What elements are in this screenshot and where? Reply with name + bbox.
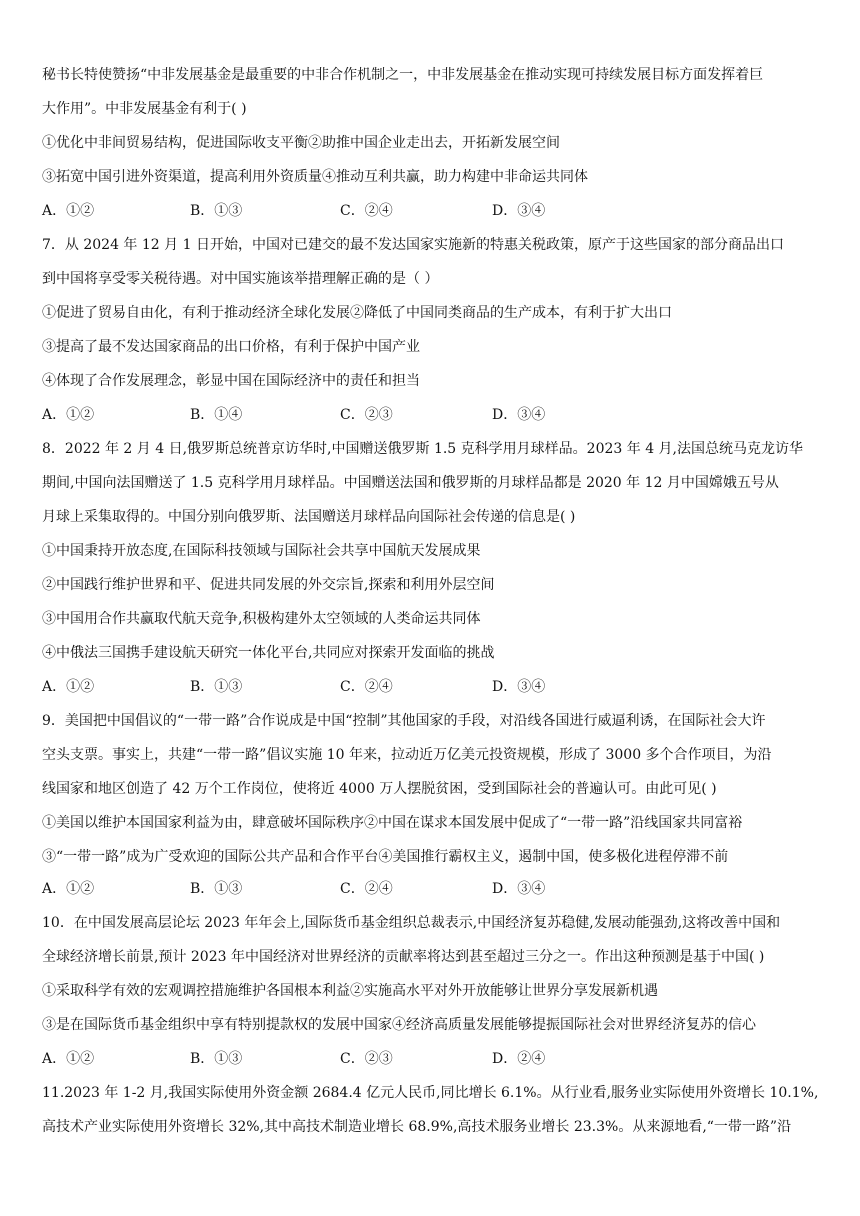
question-9-stem: 9．美国把中国倡议的“一带一路”合作说成是中国“控制”其他国家的手段，对沿线各国进行威逼利诱，在国际社会大许	[42, 713, 766, 729]
option-a: A．①②	[42, 407, 95, 423]
answer-options	[42, 878, 828, 900]
text-line: 线国家和地区创造了 42 万个工作岗位，使将近 4000 万人摆脱贫困，受到国际社会的普遍认可。由此可见( )	[42, 781, 717, 797]
option-d: D．③④	[492, 407, 546, 423]
answer-options	[42, 404, 828, 426]
option-c: C．②④	[340, 203, 393, 219]
option-b: B．①③	[190, 679, 243, 695]
text-line: 空头支票。事实上，共建“一带一路”倡议实施 10 年来，拉动近万亿美元投资规模，形成了 3000 多个合作项目，为沿	[42, 747, 772, 763]
text-line: 月球上采集取得的。中国分别向俄罗斯、法国赠送月球样品向国际社会传递的信息是( )	[42, 509, 576, 525]
option-a: A．①②	[42, 679, 95, 695]
option-b: B．①③	[190, 881, 243, 897]
question-11-stem: 11.2023 年 1-2 月,我国实际使用外资金额 2684.4 亿元人民币,同比增长 6.1%。从行业看,服务业实际使用外资增长 10.1%,	[42, 1085, 819, 1101]
text-line: ②中国践行维护世界和平、促进共同发展的外交宗旨,探索和利用外层空间	[42, 577, 495, 593]
option-d: D．②④	[492, 1051, 546, 1067]
option-a: A．①②	[42, 203, 95, 219]
question-8-stem: 8．2022 年 2 月 4 日,俄罗斯总统普京访华时,中国赠送俄罗斯 1.5 克科学用月球样品。2023 年 4 月,法国总统马克龙访华	[42, 441, 804, 457]
text-line: ①中国秉持开放态度,在国际科技领域与国际社会共享中国航天发展成果	[42, 543, 481, 559]
text-line: ①优化中非间贸易结构，促进国际收支平衡②助推中国企业走出去，开拓新发展空间	[42, 135, 560, 151]
text-line: ①采取科学有效的宏观调控措施维护各国根本利益②实施高水平对外开放能够让世界分享发展新机遇	[42, 983, 658, 999]
option-a: A．①②	[42, 1051, 95, 1067]
text-line: ③提高了最不发达国家商品的出口价格，有利于保护中国产业	[42, 339, 420, 355]
option-d: D．③④	[492, 679, 546, 695]
option-b: B．①③	[190, 203, 243, 219]
text-line: ①美国以维护本国国家利益为由，肆意破坏国际秩序②中国在谋求本国发展中促成了“一带一路”沿线国家共同富裕	[42, 815, 743, 831]
answer-options	[42, 1048, 828, 1070]
option-c: C．②④	[340, 679, 393, 695]
option-c: C．②③	[340, 407, 393, 423]
option-b: B．①③	[190, 1051, 243, 1067]
text-line: 全球经济增长前景,预计 2023 年中国经济对世界经济的贡献率将达到甚至超过三分之一。作出这种预测是基于中国( )	[42, 949, 765, 965]
option-b: B．①④	[190, 407, 243, 423]
text-line: ③中国用合作共赢取代航天竞争,积极构建外太空领域的人类命运共同体	[42, 611, 481, 627]
text-line: 到中国将享受零关税待遇。对中国实施该举措理解正确的是（ ）	[42, 271, 439, 287]
text-line: ③拓宽中国引进外资渠道，提高利用外资质量④推动互利共赢，助力构建中非命运共同体	[42, 169, 588, 185]
option-a: A．①②	[42, 881, 95, 897]
text-line: ①促进了贸易自由化，有利于推动经济全球化发展②降低了中国同类商品的生产成本，有利于扩大出口	[42, 305, 672, 321]
option-c: C．②④	[340, 881, 393, 897]
text-line: 秘书长特使赞扬“中非发展基金是最重要的中非合作机制之一，中非发展基金在推动实现可持续发展目标方面发挥着巨	[42, 67, 764, 83]
text-line: 高技术产业实际使用外资增长 32%,其中高技术制造业增长 68.9%,高技术服务业增长 23.3%。从来源地看,“一带一路”沿	[42, 1119, 792, 1135]
text-line: ④中俄法三国携手建设航天研究一体化平台,共同应对探索开发面临的挑战	[42, 645, 495, 661]
text-line: ④体现了合作发展理念，彰显中国在国际经济中的责任和担当	[42, 373, 420, 389]
option-d: D．③④	[492, 203, 546, 219]
question-7-stem: 7．从 2024 年 12 月 1 日开始，中国对已建交的最不发达国家实施新的特惠关税政策，原产于这些国家的部分商品出口	[42, 237, 784, 253]
text-line: ③“一带一路”成为广受欢迎的国际公共产品和合作平台④美国推行霸权主义，遏制中国，使多极化进程停滞不前	[42, 849, 729, 865]
option-c: C．②③	[340, 1051, 393, 1067]
question-10-stem: 10．在中国发展高层论坛 2023 年年会上,国际货币基金组织总裁表示,中国经济复苏稳健,发展动能强劲,这将改善中国和	[42, 915, 781, 931]
text-line: 大作用”。中非发展基金有利于( )	[42, 101, 247, 117]
answer-options	[42, 200, 828, 222]
text-line: ③是在国际货币基金组织中享有特别提款权的发展中国家④经济高质量发展能够提振国际社会对世界经济复苏的信心	[42, 1017, 756, 1033]
answer-options	[42, 676, 828, 698]
option-d: D．③④	[492, 881, 546, 897]
text-line: 期间,中国向法国赠送了 1.5 克科学用月球样品。中国赠送法国和俄罗斯的月球样品都是 2020 年 12 月中国嫦娥五号从	[42, 475, 779, 491]
